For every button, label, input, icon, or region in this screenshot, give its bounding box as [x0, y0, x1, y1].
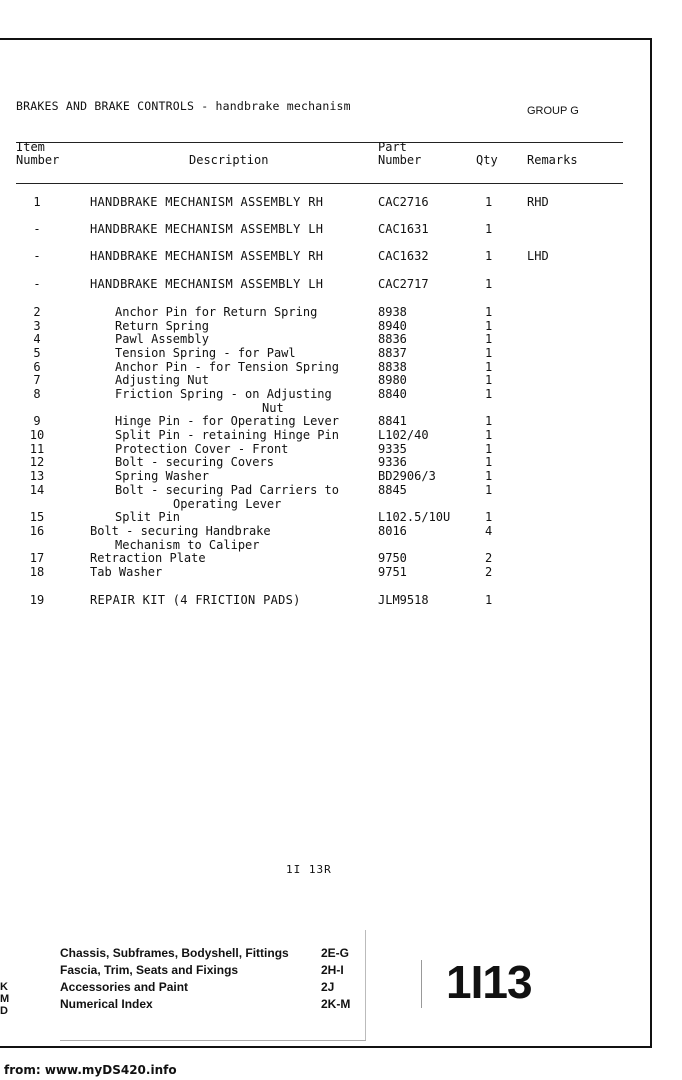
fiche-index-row: Numerical Index 2K-M [60, 997, 351, 1011]
quantity: 1 [485, 319, 493, 333]
page-code: 1I 13R [286, 863, 332, 876]
quantity: 1 [485, 442, 493, 456]
page-border-right [650, 38, 652, 1048]
item-number: - [33, 277, 41, 291]
description: Tab Washer [90, 565, 163, 579]
item-number: 13 [29, 469, 45, 483]
remarks: RHD [527, 195, 549, 209]
item-number: 1 [33, 195, 41, 209]
header-rule-bottom [16, 183, 623, 184]
quantity: 1 [485, 360, 493, 374]
item-number: 18 [29, 565, 45, 579]
quantity: 1 [485, 455, 493, 469]
quantity: 2 [485, 551, 493, 565]
description: Return Spring [115, 319, 209, 333]
description: Split Pin - retaining Hinge Pin [115, 428, 339, 442]
description: Friction Spring - on Adjusting [115, 387, 332, 401]
source-link[interactable]: from: www.myDS420.info [4, 1063, 177, 1077]
quantity: 4 [485, 524, 493, 538]
quantity: 1 [485, 277, 493, 291]
fiche-index [60, 946, 360, 1014]
quantity: 1 [485, 483, 493, 497]
part-number: 9751 [378, 565, 407, 579]
description: Split Pin [115, 510, 181, 524]
fiche-index-row: Chassis, Subframes, Bodyshell, Fittings 2E-G [60, 946, 350, 960]
description: Pawl Assembly [115, 332, 209, 346]
description: Bolt - securing Pad Carriers to [115, 483, 339, 497]
part-number: 9336 [378, 455, 407, 469]
item-number: - [33, 222, 41, 236]
item-number: 14 [29, 483, 45, 497]
description: HANDBRAKE MECHANISM ASSEMBLY RH [90, 195, 324, 209]
part-number: 9750 [378, 551, 407, 565]
item-number: 8 [33, 387, 41, 401]
column-header-remarks: Remarks [527, 153, 578, 167]
item-number: 2 [33, 305, 41, 319]
part-number: 9335 [378, 442, 407, 456]
item-number: 17 [29, 551, 45, 565]
description: Nut [262, 400, 284, 415]
part-number: 8940 [378, 319, 407, 333]
fiche-index-row: Fascia, Trim, Seats and Fixings 2H-I [60, 963, 344, 977]
item-number: 3 [33, 319, 41, 333]
item-number: 7 [33, 373, 41, 387]
description: Hinge Pin - for Operating Lever [115, 414, 339, 428]
column-header-description: Description [189, 153, 269, 167]
part-number: 8980 [378, 373, 407, 387]
quantity: 1 [485, 510, 493, 524]
part-number: 8836 [378, 332, 407, 346]
quantity: 1 [485, 332, 493, 346]
group-label: GROUP G [527, 105, 579, 117]
remarks: LHD [527, 249, 549, 263]
description: Spring Washer [115, 469, 209, 483]
page-title: BRAKES AND BRAKE CONTROLS - handbrake mechanism [16, 99, 351, 113]
item-number: 15 [29, 510, 45, 524]
page-border-top [0, 38, 652, 40]
item-number: - [33, 249, 41, 263]
column-header-part: Part Number [378, 140, 422, 167]
part-number: L102/40 [378, 428, 429, 442]
quantity: 1 [485, 469, 493, 483]
item-number: 10 [29, 428, 45, 442]
description: Anchor Pin - for Tension Spring [115, 360, 339, 374]
quantity: 1 [485, 373, 493, 387]
part-number: CAC1631 [378, 222, 429, 236]
part-number: 8838 [378, 360, 407, 374]
quantity: 1 [485, 428, 493, 442]
part-number: JLM9518 [378, 593, 429, 607]
part-number: 8837 [378, 346, 407, 360]
item-number: 9 [33, 414, 41, 428]
quantity: 1 [485, 387, 493, 401]
item-number: 12 [29, 455, 45, 469]
description: HANDBRAKE MECHANISM ASSEMBLY LH [90, 222, 324, 236]
part-number: CAC1632 [378, 249, 429, 263]
item-number: 6 [33, 360, 41, 374]
description: Mechanism to Caliper [115, 537, 260, 552]
item-number: 5 [33, 346, 41, 360]
part-number: 8938 [378, 305, 407, 319]
fiche-code: 1I13 [446, 956, 532, 1008]
item-number: 4 [33, 332, 41, 346]
fiche-index-edge [60, 1040, 366, 1041]
description: HANDBRAKE MECHANISM ASSEMBLY LH [90, 277, 324, 291]
header-rule-top [16, 142, 623, 143]
part-number: CAC2716 [378, 195, 429, 209]
edge-marks: K M D [0, 981, 10, 1017]
description: HANDBRAKE MECHANISM ASSEMBLY RH [90, 249, 324, 263]
part-number: 8841 [378, 414, 407, 428]
description: Tension Spring - for Pawl [115, 346, 296, 360]
description: Operating Lever [173, 496, 282, 511]
quantity: 1 [485, 593, 493, 607]
part-number: L102.5/10U [378, 510, 451, 524]
part-number: BD2906/3 [378, 469, 436, 483]
fiche-index-row: Accessories and Paint 2J [60, 980, 335, 994]
description: Adjusting Nut [115, 373, 209, 387]
quantity: 1 [485, 249, 493, 263]
item-number: 16 [29, 524, 45, 538]
quantity: 2 [485, 565, 493, 579]
description: Protection Cover - Front [115, 442, 289, 456]
column-header-item: Item Number [16, 140, 60, 167]
part-number: CAC2717 [378, 277, 429, 291]
quantity: 1 [485, 195, 493, 209]
part-number: 8016 [378, 524, 407, 538]
description: REPAIR KIT (4 FRICTION PADS) [90, 593, 301, 607]
part-number: 8845 [378, 483, 407, 497]
description: Retraction Plate [90, 551, 206, 565]
description: Bolt - securing Handbrake [90, 524, 271, 538]
part-number: 8840 [378, 387, 407, 401]
fiche-code-edge [421, 960, 422, 1008]
column-header-qty: Qty [476, 153, 498, 167]
description: Anchor Pin for Return Spring [115, 305, 318, 319]
description: Bolt - securing Covers [115, 455, 274, 469]
page-border-bottom [0, 1046, 652, 1048]
item-number: 11 [29, 442, 45, 456]
quantity: 1 [485, 346, 493, 360]
quantity: 1 [485, 414, 493, 428]
quantity: 1 [485, 222, 493, 236]
quantity: 1 [485, 305, 493, 319]
fiche-index-edge [365, 930, 366, 1040]
item-number: 19 [29, 593, 45, 607]
